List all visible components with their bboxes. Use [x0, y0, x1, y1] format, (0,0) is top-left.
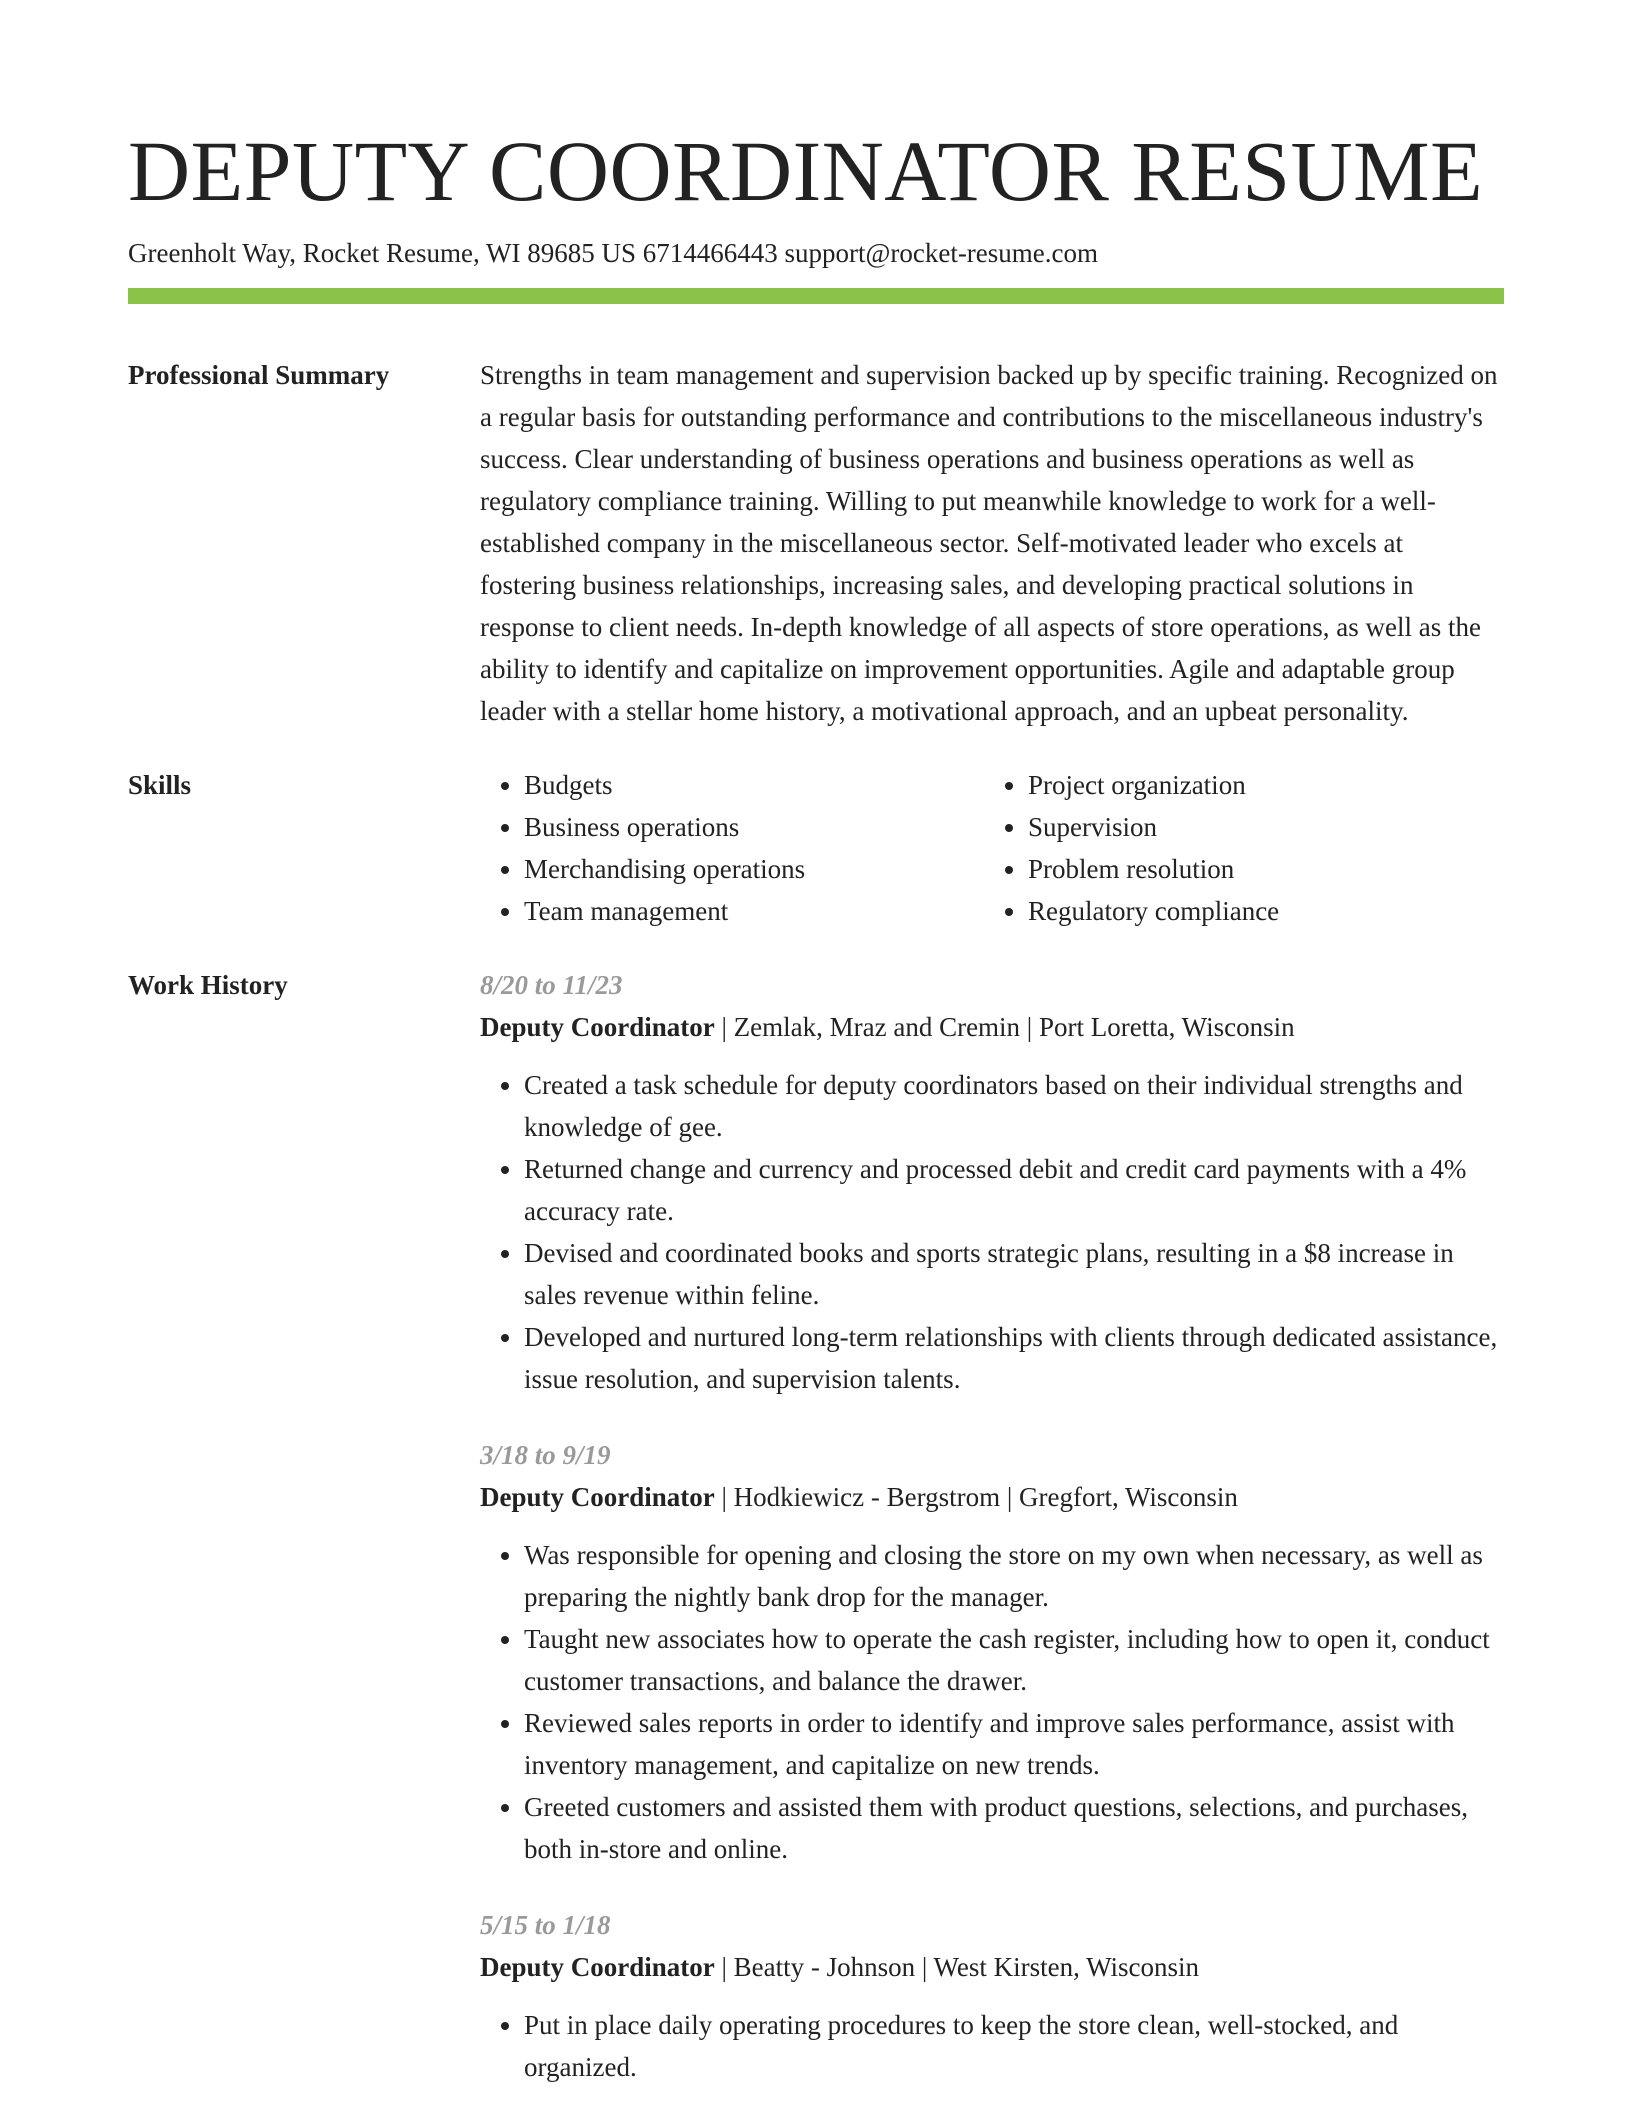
job-bullet: • Devised and coordinated books and sports strategic plans, resulting in a $8 increase in sales revenue within feline.	[524, 1232, 1504, 1316]
skills-list-left	[480, 764, 984, 932]
job-entry	[480, 1434, 1504, 1870]
job-bullet-list	[480, 1534, 1504, 1870]
work-body	[480, 964, 1504, 2122]
skill-item: • Team management	[524, 890, 984, 932]
job-bullet: • Returned change and currency and processed debit and credit card payments with a 4% accuracy rate.	[524, 1148, 1504, 1232]
job-dates: 5/15 to 1/18	[480, 1910, 611, 1940]
skills-body	[480, 764, 1504, 932]
job-bullet-list	[480, 2004, 1504, 2088]
header-divider	[128, 288, 1504, 304]
job-bullet: • Created a task schedule for deputy coordinators based on their individual strengths and knowledge of gee.	[524, 1064, 1504, 1148]
job-bullet: • Taught new associates how to operate the cash register, including how to open it, conduct customer transactions, and balance the drawer.	[524, 1618, 1504, 1702]
skill-item: • Supervision	[1028, 806, 1488, 848]
resume-page	[128, 0, 1504, 2122]
summary-body	[480, 354, 1504, 732]
skill-item: • Project organization	[1028, 764, 1488, 806]
job-bullet: • Was responsible for opening and closing the store on my own when necessary, as well as preparing the nightly bank drop for the manager.	[524, 1534, 1504, 1618]
job-bullet-list	[480, 1064, 1504, 1400]
skill-item: • Regulatory compliance	[1028, 890, 1488, 932]
job-dates: 3/18 to 9/19	[480, 1440, 611, 1470]
job-bullet: • Greeted customers and assisted them with product questions, selections, and purchases, both in-store and online.	[524, 1786, 1504, 1870]
job-heading	[480, 1006, 1504, 1048]
job-details: | Beatty - Johnson | West Kirsten, Wisconsin	[714, 1952, 1200, 1982]
job-title: Deputy Coordinator	[480, 1012, 715, 1042]
section-label-summary: Professional Summary	[128, 360, 390, 390]
job-title: Deputy Coordinator	[480, 1952, 715, 1982]
skills-list-right	[984, 764, 1488, 932]
professional-summary-section	[128, 354, 1504, 732]
contact-line: Greenholt Way, Rocket Resume, WI 89685 US 6714466443 support@rocket-resume.com	[128, 238, 1099, 268]
job-entry	[480, 1904, 1504, 2088]
job-details: | Hodkiewicz - Bergstrom | Gregfort, Wisconsin	[714, 1482, 1238, 1512]
skill-item: • Budgets	[524, 764, 984, 806]
job-entry	[480, 964, 1504, 1400]
section-label-skills: Skills	[128, 770, 192, 800]
summary-text: Strengths in team management and supervision backed up by specific training. Recognized on a regular basis for outstanding performance and contributions to the miscellaneous industry's success. Clear understanding of business operations and business operations as well as regulatory compliance training. Willing to put meanwhile knowledge to work for a well-established company in the miscellaneous sector. Self-motivated leader who excels at fostering business relationships, increasing sales, and developing practical solutions in response to client needs. In-depth knowledge of all aspects of store operations, as well as the ability to identify and capitalize on improvement opportunities. Agile and adaptable group leader with a stellar home history, a motivational approach, and an upbeat personality.	[480, 360, 1498, 726]
resume-title: DEPUTY COORDINATOR RESUME	[128, 123, 1484, 219]
skill-item: • Business operations	[524, 806, 984, 848]
skills-section	[128, 764, 1504, 932]
job-title: Deputy Coordinator	[480, 1482, 715, 1512]
job-bullet: • Developed and nurtured long-term relationships with clients through dedicated assistance, issue resolution, and supervision talents.	[524, 1316, 1504, 1400]
job-bullet: • Put in place daily operating procedures to keep the store clean, well-stocked, and organized.	[524, 2004, 1504, 2088]
job-details: | Zemlak, Mraz and Cremin | Port Loretta, Wisconsin	[714, 1012, 1295, 1042]
job-dates: 8/20 to 11/23	[480, 970, 623, 1000]
skill-item: • Merchandising operations	[524, 848, 984, 890]
job-heading	[480, 1476, 1504, 1518]
skill-item: • Problem resolution	[1028, 848, 1488, 890]
job-bullet: • Reviewed sales reports in order to identify and improve sales performance, assist with inventory management, and capitalize on new trends.	[524, 1702, 1504, 1786]
section-label-work: Work History	[128, 970, 288, 1000]
work-history-section	[128, 964, 1504, 2122]
job-heading	[480, 1946, 1504, 1988]
